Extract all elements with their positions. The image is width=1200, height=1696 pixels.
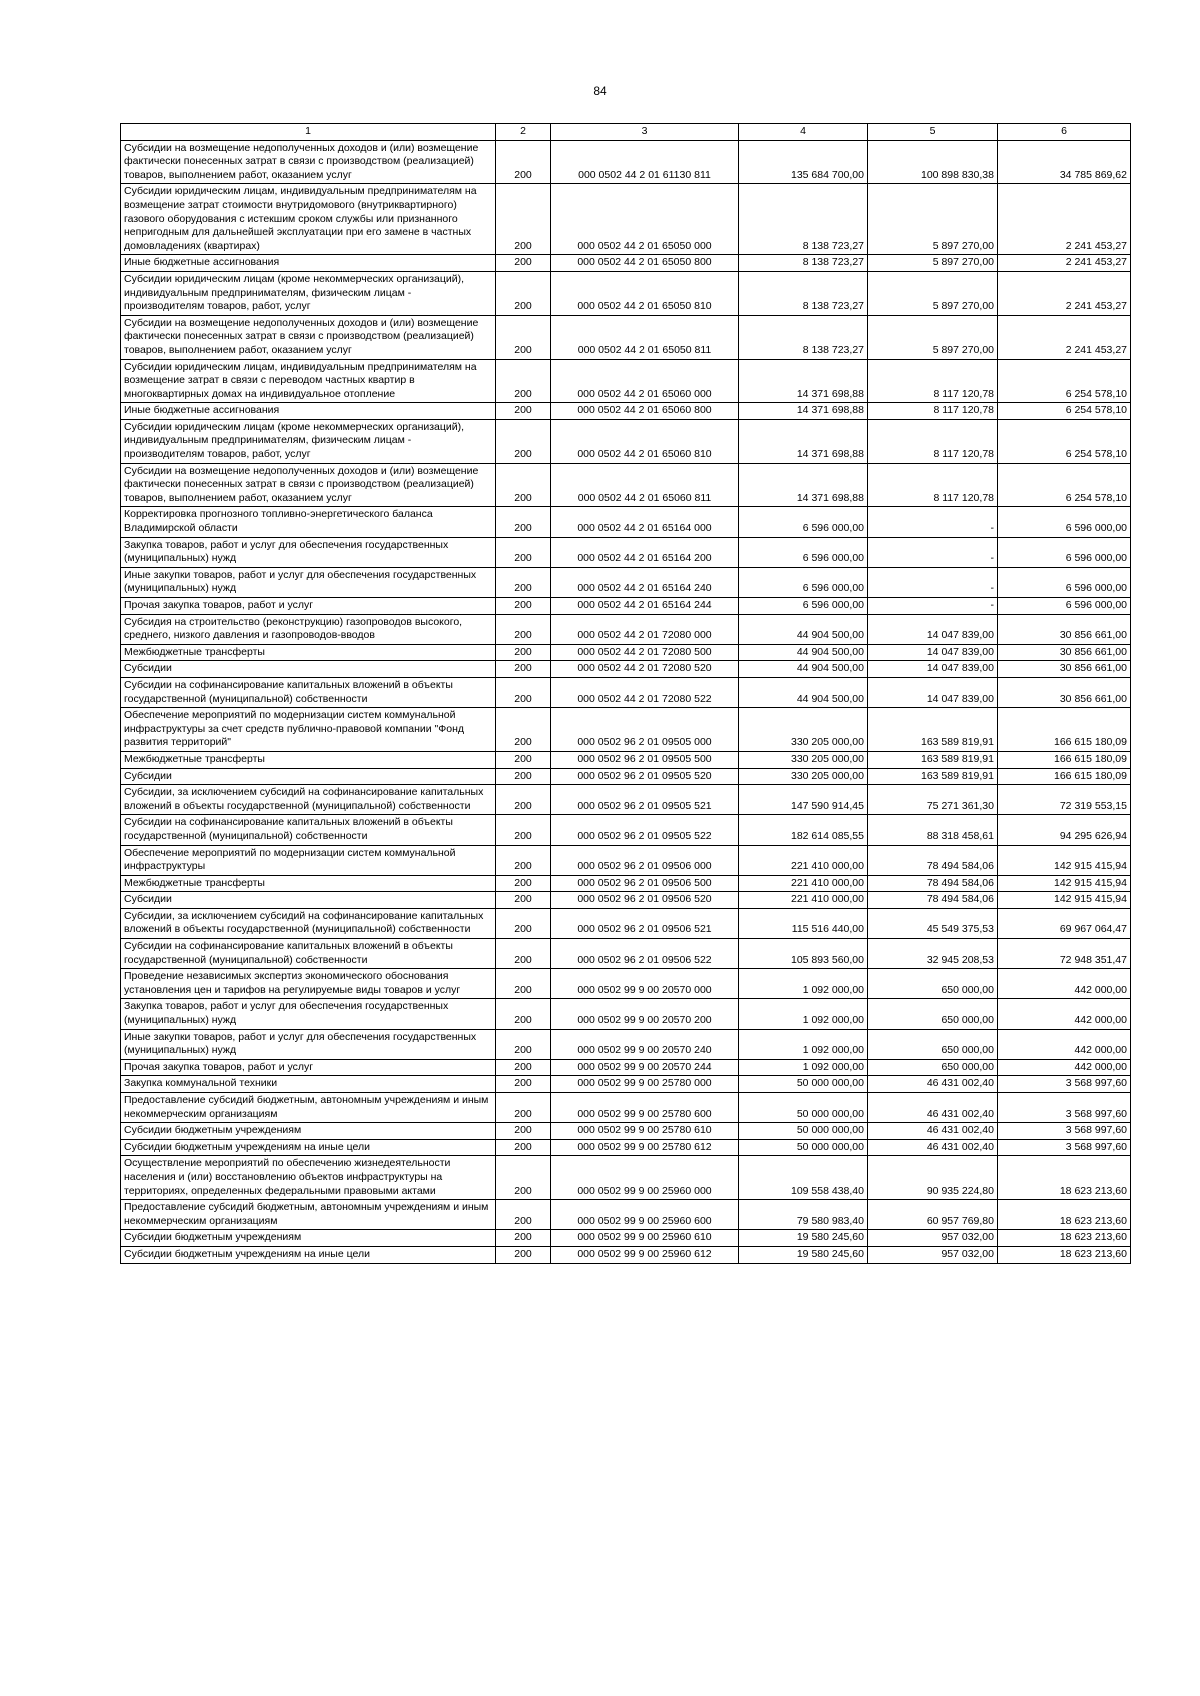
row-col6-cell: 3 568 997,60 (998, 1123, 1131, 1140)
row-col5-cell: 14 047 839,00 (868, 661, 998, 678)
row-admin-cell: 200 (496, 537, 551, 567)
table-row (121, 939, 1131, 969)
row-col6-cell: 6 254 578,10 (998, 419, 1131, 463)
row-col6-cell: 2 241 453,27 (998, 184, 1131, 255)
row-name-cell: Иные закупки товаров, работ и услуг для обеспечения государственных (муниципальных) нужд (121, 1029, 496, 1059)
table-row (121, 140, 1131, 184)
row-col6-cell: 72 319 553,15 (998, 785, 1131, 815)
table-row (121, 892, 1131, 909)
row-col5-cell: 14 047 839,00 (868, 677, 998, 707)
table-body (121, 140, 1131, 1263)
row-code-cell: 000 0502 44 2 01 72080 000 (551, 614, 739, 644)
row-col4-cell: 14 371 698,88 (739, 419, 868, 463)
row-col6-cell: 6 596 000,00 (998, 537, 1131, 567)
row-name-cell: Субсидии на возмещение недополученных доходов и (или) возмещение фактически понесенных затрат в связи с производством (реализацией) товаров, выполнением работ, оказанием услуг (121, 315, 496, 359)
row-col4-cell: 19 580 245,60 (739, 1230, 868, 1247)
row-code-cell: 000 0502 44 2 01 65164 200 (551, 537, 739, 567)
row-col6-cell: 442 000,00 (998, 999, 1131, 1029)
row-code-cell: 000 0502 44 2 01 72080 520 (551, 661, 739, 678)
header-cell: 1 (121, 124, 496, 141)
row-col6-cell: 166 615 180,09 (998, 751, 1131, 768)
row-name-cell: Закупка товаров, работ и услуг для обеспечения государственных (муниципальных) нужд (121, 999, 496, 1029)
row-col4-cell: 221 410 000,00 (739, 845, 868, 875)
table-row (121, 537, 1131, 567)
row-admin-cell: 200 (496, 875, 551, 892)
table-row (121, 751, 1131, 768)
row-name-cell: Закупка коммунальной техники (121, 1076, 496, 1093)
row-admin-cell: 200 (496, 751, 551, 768)
row-admin-cell: 200 (496, 598, 551, 615)
row-col4-cell: 14 371 698,88 (739, 403, 868, 420)
row-col4-cell: 221 410 000,00 (739, 892, 868, 909)
table-row (121, 1076, 1131, 1093)
row-code-cell: 000 0502 44 2 01 65164 000 (551, 507, 739, 537)
table-row (121, 359, 1131, 403)
table-row (121, 644, 1131, 661)
table-row (121, 875, 1131, 892)
row-code-cell: 000 0502 99 9 00 25960 612 (551, 1246, 739, 1263)
table-row (121, 1093, 1131, 1123)
row-code-cell: 000 0502 99 9 00 20570 000 (551, 969, 739, 999)
row-col4-cell: 6 596 000,00 (739, 598, 868, 615)
row-col5-cell: 45 549 375,53 (868, 908, 998, 938)
row-col6-cell: 72 948 351,47 (998, 939, 1131, 969)
row-col4-cell: 44 904 500,00 (739, 661, 868, 678)
row-col6-cell: 3 568 997,60 (998, 1076, 1131, 1093)
table-row (121, 255, 1131, 272)
row-code-cell: 000 0502 99 9 00 20570 200 (551, 999, 739, 1029)
row-col6-cell: 142 915 415,94 (998, 892, 1131, 909)
row-admin-cell: 200 (496, 1200, 551, 1230)
row-col5-cell: 75 271 361,30 (868, 785, 998, 815)
row-name-cell: Обеспечение мероприятий по модернизации систем коммунальной инфраструктуры (121, 845, 496, 875)
row-admin-cell: 200 (496, 255, 551, 272)
row-col4-cell: 6 596 000,00 (739, 567, 868, 597)
row-admin-cell: 200 (496, 845, 551, 875)
row-col6-cell: 142 915 415,94 (998, 845, 1131, 875)
row-col4-cell: 1 092 000,00 (739, 999, 868, 1029)
table-row (121, 403, 1131, 420)
row-col6-cell: 442 000,00 (998, 969, 1131, 999)
row-code-cell: 000 0502 44 2 01 65050 811 (551, 315, 739, 359)
row-col5-cell: 957 032,00 (868, 1246, 998, 1263)
row-col5-cell: 5 897 270,00 (868, 271, 998, 315)
row-name-cell: Субсидии юридическим лицам, индивидуальным предпринимателям на возмещение затрат в связи с переводом частных квартир в многоквартирных домах на индивидуальное отопление (121, 359, 496, 403)
row-name-cell: Межбюджетные трансферты (121, 644, 496, 661)
row-col5-cell: 14 047 839,00 (868, 644, 998, 661)
row-code-cell: 000 0502 44 2 01 65164 240 (551, 567, 739, 597)
row-name-cell: Субсидии на софинансирование капитальных вложений в объекты государственной (муниципальной) собственности (121, 815, 496, 845)
row-col6-cell: 6 254 578,10 (998, 359, 1131, 403)
row-col5-cell: 78 494 584,06 (868, 892, 998, 909)
page-number: 84 (593, 84, 607, 98)
table-row (121, 785, 1131, 815)
table-row (121, 815, 1131, 845)
row-admin-cell: 200 (496, 999, 551, 1029)
row-col4-cell: 6 596 000,00 (739, 537, 868, 567)
row-admin-cell: 200 (496, 507, 551, 537)
header-row (121, 124, 1131, 141)
row-col4-cell: 1 092 000,00 (739, 1029, 868, 1059)
table-row (121, 614, 1131, 644)
row-admin-cell: 200 (496, 419, 551, 463)
row-code-cell: 000 0502 44 2 01 65050 000 (551, 184, 739, 255)
row-col6-cell: 18 623 213,60 (998, 1230, 1131, 1247)
row-admin-cell: 200 (496, 677, 551, 707)
header-cell: 6 (998, 124, 1131, 141)
row-col6-cell: 6 254 578,10 (998, 403, 1131, 420)
row-name-cell: Субсидии на возмещение недополученных доходов и (или) возмещение фактически понесенных затрат в связи с производством (реализацией) товаров, выполнением работ, оказанием услуг (121, 463, 496, 507)
row-col5-cell: 5 897 270,00 (868, 315, 998, 359)
row-code-cell: 000 0502 44 2 01 61130 811 (551, 140, 739, 184)
row-admin-cell: 200 (496, 908, 551, 938)
row-col5-cell: 957 032,00 (868, 1230, 998, 1247)
row-code-cell: 000 0502 44 2 01 65060 000 (551, 359, 739, 403)
row-admin-cell: 200 (496, 403, 551, 420)
row-col5-cell: - (868, 537, 998, 567)
row-col4-cell: 44 904 500,00 (739, 644, 868, 661)
table-row (121, 1200, 1131, 1230)
table-row (121, 845, 1131, 875)
budget-table (120, 123, 1131, 1264)
row-col4-cell: 19 580 245,60 (739, 1246, 868, 1263)
row-code-cell: 000 0502 96 2 01 09505 500 (551, 751, 739, 768)
row-col5-cell: 163 589 819,91 (868, 708, 998, 752)
row-admin-cell: 200 (496, 1029, 551, 1059)
row-col5-cell: 100 898 830,38 (868, 140, 998, 184)
row-code-cell: 000 0502 44 2 01 65060 810 (551, 419, 739, 463)
row-admin-cell: 200 (496, 184, 551, 255)
row-code-cell: 000 0502 44 2 01 72080 522 (551, 677, 739, 707)
row-name-cell: Субсидии (121, 661, 496, 678)
row-admin-cell: 200 (496, 1076, 551, 1093)
table-row (121, 1059, 1131, 1076)
row-name-cell: Субсидии юридическим лицам (кроме некоммерческих организаций), индивидуальным предпринимателям, физическим лицам - производителям товаров, работ, услуг (121, 419, 496, 463)
row-col6-cell: 3 568 997,60 (998, 1139, 1131, 1156)
row-col4-cell: 135 684 700,00 (739, 140, 868, 184)
row-name-cell: Субсидии (121, 892, 496, 909)
row-col5-cell: 650 000,00 (868, 969, 998, 999)
row-admin-cell: 200 (496, 1123, 551, 1140)
row-admin-cell: 200 (496, 644, 551, 661)
row-code-cell: 000 0502 96 2 01 09506 000 (551, 845, 739, 875)
row-name-cell: Иные закупки товаров, работ и услуг для обеспечения государственных (муниципальных) нужд (121, 567, 496, 597)
row-code-cell: 000 0502 96 2 01 09505 521 (551, 785, 739, 815)
row-name-cell: Субсидии, за исключением субсидий на софинансирование капитальных вложений в объекты государственной (муниципальной) собственности (121, 908, 496, 938)
row-col6-cell: 2 241 453,27 (998, 315, 1131, 359)
row-col6-cell: 30 856 661,00 (998, 677, 1131, 707)
row-col5-cell: 5 897 270,00 (868, 184, 998, 255)
row-col6-cell: 30 856 661,00 (998, 644, 1131, 661)
row-code-cell: 000 0502 99 9 00 20570 240 (551, 1029, 739, 1059)
row-col6-cell: 6 596 000,00 (998, 507, 1131, 537)
row-name-cell: Иные бюджетные ассигнования (121, 403, 496, 420)
table-row (121, 969, 1131, 999)
row-code-cell: 000 0502 99 9 00 25960 610 (551, 1230, 739, 1247)
table-row (121, 463, 1131, 507)
row-col4-cell: 8 138 723,27 (739, 255, 868, 272)
row-col6-cell: 6 254 578,10 (998, 463, 1131, 507)
row-col4-cell: 115 516 440,00 (739, 908, 868, 938)
row-col5-cell: 650 000,00 (868, 999, 998, 1029)
row-admin-cell: 200 (496, 708, 551, 752)
row-col4-cell: 6 596 000,00 (739, 507, 868, 537)
row-col4-cell: 8 138 723,27 (739, 315, 868, 359)
row-col6-cell: 18 623 213,60 (998, 1156, 1131, 1200)
row-name-cell: Субсидии бюджетным учреждениям (121, 1230, 496, 1247)
row-admin-cell: 200 (496, 1093, 551, 1123)
row-code-cell: 000 0502 99 9 00 25780 610 (551, 1123, 739, 1140)
table-row (121, 1139, 1131, 1156)
row-col6-cell: 30 856 661,00 (998, 661, 1131, 678)
row-name-cell: Субсидии на возмещение недополученных доходов и (или) возмещение фактически понесенных затрат в связи с производством (реализацией) товаров, выполнением работ, оказанием услуг (121, 140, 496, 184)
row-col5-cell: 5 897 270,00 (868, 255, 998, 272)
row-col5-cell: 46 431 002,40 (868, 1139, 998, 1156)
row-name-cell: Предоставление субсидий бюджетным, автономным учреждениям и иным некоммерческим организациям (121, 1200, 496, 1230)
row-name-cell: Закупка товаров, работ и услуг для обеспечения государственных (муниципальных) нужд (121, 537, 496, 567)
row-code-cell: 000 0502 44 2 01 65060 800 (551, 403, 739, 420)
row-admin-cell: 200 (496, 1246, 551, 1263)
row-name-cell: Прочая закупка товаров, работ и услуг (121, 1059, 496, 1076)
row-name-cell: Обеспечение мероприятий по модернизации систем коммунальной инфраструктуры за счет средств публично-правовой компании "Фонд развития территорий" (121, 708, 496, 752)
row-admin-cell: 200 (496, 785, 551, 815)
row-col6-cell: 30 856 661,00 (998, 614, 1131, 644)
row-col5-cell: 32 945 208,53 (868, 939, 998, 969)
row-col4-cell: 147 590 914,45 (739, 785, 868, 815)
row-col6-cell: 142 915 415,94 (998, 875, 1131, 892)
row-col4-cell: 14 371 698,88 (739, 359, 868, 403)
table-row (121, 1156, 1131, 1200)
row-admin-cell: 200 (496, 939, 551, 969)
row-col4-cell: 1 092 000,00 (739, 1059, 868, 1076)
table-row (121, 661, 1131, 678)
row-admin-cell: 200 (496, 359, 551, 403)
row-name-cell: Субсидии (121, 768, 496, 785)
row-code-cell: 000 0502 99 9 00 25780 600 (551, 1093, 739, 1123)
row-col5-cell: 90 935 224,80 (868, 1156, 998, 1200)
row-col6-cell: 94 295 626,94 (998, 815, 1131, 845)
row-col4-cell: 330 205 000,00 (739, 768, 868, 785)
row-col6-cell: 69 967 064,47 (998, 908, 1131, 938)
row-code-cell: 000 0502 44 2 01 65164 244 (551, 598, 739, 615)
row-col4-cell: 105 893 560,00 (739, 939, 868, 969)
row-col4-cell: 8 138 723,27 (739, 271, 868, 315)
row-col5-cell: 650 000,00 (868, 1059, 998, 1076)
row-col5-cell: 8 117 120,78 (868, 419, 998, 463)
row-col5-cell: 163 589 819,91 (868, 751, 998, 768)
row-col6-cell: 34 785 869,62 (998, 140, 1131, 184)
row-name-cell: Субсидии бюджетным учреждениям на иные цели (121, 1246, 496, 1263)
row-code-cell: 000 0502 96 2 01 09506 500 (551, 875, 739, 892)
row-admin-cell: 200 (496, 815, 551, 845)
row-col6-cell: 3 568 997,60 (998, 1093, 1131, 1123)
row-admin-cell: 200 (496, 463, 551, 507)
row-name-cell: Субсидии юридическим лицам, индивидуальным предпринимателям на возмещение затрат стоимости внутридомового (внутриквартирного) газового оборудования с истекшим сроком службы или признанного непригодным для дальнейшей эксплуатации при его замене в частных домовладениях (квартирах) (121, 184, 496, 255)
row-code-cell: 000 0502 96 2 01 09506 521 (551, 908, 739, 938)
row-name-cell: Межбюджетные трансферты (121, 875, 496, 892)
row-col4-cell: 330 205 000,00 (739, 708, 868, 752)
table-row (121, 184, 1131, 255)
row-name-cell: Субсидии юридическим лицам (кроме некоммерческих организаций), индивидуальным предпринимателям, физическим лицам - производителям товаров, работ, услуг (121, 271, 496, 315)
row-col5-cell: 78 494 584,06 (868, 875, 998, 892)
row-code-cell: 000 0502 99 9 00 25780 000 (551, 1076, 739, 1093)
row-col6-cell: 166 615 180,09 (998, 768, 1131, 785)
row-col5-cell: 46 431 002,40 (868, 1123, 998, 1140)
row-col5-cell: - (868, 598, 998, 615)
row-name-cell: Межбюджетные трансферты (121, 751, 496, 768)
row-col4-cell: 44 904 500,00 (739, 614, 868, 644)
row-code-cell: 000 0502 96 2 01 09505 000 (551, 708, 739, 752)
row-name-cell: Корректировка прогнозного топливно-энергетического баланса Владимирской области (121, 507, 496, 537)
row-code-cell: 000 0502 96 2 01 09506 520 (551, 892, 739, 909)
row-col4-cell: 50 000 000,00 (739, 1139, 868, 1156)
row-col4-cell: 8 138 723,27 (739, 184, 868, 255)
row-admin-cell: 200 (496, 1139, 551, 1156)
table-row (121, 677, 1131, 707)
row-code-cell: 000 0502 99 9 00 25960 000 (551, 1156, 739, 1200)
row-col5-cell: 60 957 769,80 (868, 1200, 998, 1230)
header-cell: 3 (551, 124, 739, 141)
row-col5-cell: 14 047 839,00 (868, 614, 998, 644)
row-code-cell: 000 0502 96 2 01 09505 522 (551, 815, 739, 845)
row-code-cell: 000 0502 44 2 01 65060 811 (551, 463, 739, 507)
row-admin-cell: 200 (496, 969, 551, 999)
row-col6-cell: 166 615 180,09 (998, 708, 1131, 752)
table-row (121, 271, 1131, 315)
row-admin-cell: 200 (496, 661, 551, 678)
row-col5-cell: 88 318 458,61 (868, 815, 998, 845)
table-row (121, 598, 1131, 615)
row-col5-cell: 650 000,00 (868, 1029, 998, 1059)
row-admin-cell: 200 (496, 614, 551, 644)
table-row (121, 708, 1131, 752)
row-col5-cell: 8 117 120,78 (868, 463, 998, 507)
row-col5-cell: 46 431 002,40 (868, 1093, 998, 1123)
row-admin-cell: 200 (496, 1059, 551, 1076)
row-name-cell: Иные бюджетные ассигнования (121, 255, 496, 272)
header-cell: 4 (739, 124, 868, 141)
row-col6-cell: 2 241 453,27 (998, 255, 1131, 272)
table-row (121, 419, 1131, 463)
table-row (121, 315, 1131, 359)
row-admin-cell: 200 (496, 1230, 551, 1247)
header-cell: 2 (496, 124, 551, 141)
table-row (121, 908, 1131, 938)
row-name-cell: Осуществление мероприятий по обеспечению жизнедеятельности населения и (или) восстановлению объектов инфраструктуры на территориях, определенных федеральными правовыми актами (121, 1156, 496, 1200)
row-col4-cell: 50 000 000,00 (739, 1093, 868, 1123)
row-col5-cell: - (868, 567, 998, 597)
row-code-cell: 000 0502 99 9 00 25780 612 (551, 1139, 739, 1156)
table-row (121, 768, 1131, 785)
row-col4-cell: 44 904 500,00 (739, 677, 868, 707)
table-row (121, 1230, 1131, 1247)
row-col4-cell: 221 410 000,00 (739, 875, 868, 892)
row-col6-cell: 2 241 453,27 (998, 271, 1131, 315)
row-code-cell: 000 0502 44 2 01 72080 500 (551, 644, 739, 661)
row-name-cell: Субсидии, за исключением субсидий на софинансирование капитальных вложений в объекты государственной (муниципальной) собственности (121, 785, 496, 815)
row-col4-cell: 14 371 698,88 (739, 463, 868, 507)
row-col4-cell: 79 580 983,40 (739, 1200, 868, 1230)
row-col4-cell: 109 558 438,40 (739, 1156, 868, 1200)
table-row (121, 1246, 1131, 1263)
row-admin-cell: 200 (496, 315, 551, 359)
row-name-cell: Прочая закупка товаров, работ и услуг (121, 598, 496, 615)
header-cell: 5 (868, 124, 998, 141)
row-col6-cell: 442 000,00 (998, 1029, 1131, 1059)
row-code-cell: 000 0502 99 9 00 25960 600 (551, 1200, 739, 1230)
row-col6-cell: 442 000,00 (998, 1059, 1131, 1076)
row-col5-cell: 46 431 002,40 (868, 1076, 998, 1093)
row-col4-cell: 330 205 000,00 (739, 751, 868, 768)
row-name-cell: Субсидия на строительство (реконструкцию) газопроводов высокого, среднего, низкого давления и газопроводов-вводов (121, 614, 496, 644)
row-col5-cell: - (868, 507, 998, 537)
row-code-cell: 000 0502 96 2 01 09505 520 (551, 768, 739, 785)
row-name-cell: Проведение независимых экспертиз экономического обоснования установления цен и тарифов на регулируемые виды товаров и услуг (121, 969, 496, 999)
row-admin-cell: 200 (496, 567, 551, 597)
table-row (121, 1029, 1131, 1059)
row-col5-cell: 8 117 120,78 (868, 403, 998, 420)
table-row (121, 507, 1131, 537)
row-col6-cell: 18 623 213,60 (998, 1200, 1131, 1230)
row-admin-cell: 200 (496, 768, 551, 785)
row-name-cell: Субсидии бюджетным учреждениям (121, 1123, 496, 1140)
row-code-cell: 000 0502 44 2 01 65050 800 (551, 255, 739, 272)
row-col4-cell: 1 092 000,00 (739, 969, 868, 999)
row-name-cell: Субсидии на софинансирование капитальных вложений в объекты государственной (муниципальной) собственности (121, 939, 496, 969)
row-admin-cell: 200 (496, 1156, 551, 1200)
row-col5-cell: 163 589 819,91 (868, 768, 998, 785)
row-name-cell: Субсидии бюджетным учреждениям на иные цели (121, 1139, 496, 1156)
row-name-cell: Предоставление субсидий бюджетным, автономным учреждениям и иным некоммерческим организациям (121, 1093, 496, 1123)
row-code-cell: 000 0502 44 2 01 65050 810 (551, 271, 739, 315)
row-col6-cell: 18 623 213,60 (998, 1246, 1131, 1263)
row-code-cell: 000 0502 99 9 00 20570 244 (551, 1059, 739, 1076)
row-col4-cell: 50 000 000,00 (739, 1123, 868, 1140)
row-col5-cell: 78 494 584,06 (868, 845, 998, 875)
row-col5-cell: 8 117 120,78 (868, 359, 998, 403)
row-admin-cell: 200 (496, 140, 551, 184)
row-admin-cell: 200 (496, 892, 551, 909)
row-code-cell: 000 0502 96 2 01 09506 522 (551, 939, 739, 969)
row-col4-cell: 50 000 000,00 (739, 1076, 868, 1093)
table-row (121, 567, 1131, 597)
row-name-cell: Субсидии на софинансирование капитальных вложений в объекты государственной (муниципальной) собственности (121, 677, 496, 707)
row-admin-cell: 200 (496, 271, 551, 315)
row-col6-cell: 6 596 000,00 (998, 598, 1131, 615)
table-row (121, 1123, 1131, 1140)
row-col4-cell: 182 614 085,55 (739, 815, 868, 845)
row-col6-cell: 6 596 000,00 (998, 567, 1131, 597)
table-row (121, 999, 1131, 1029)
